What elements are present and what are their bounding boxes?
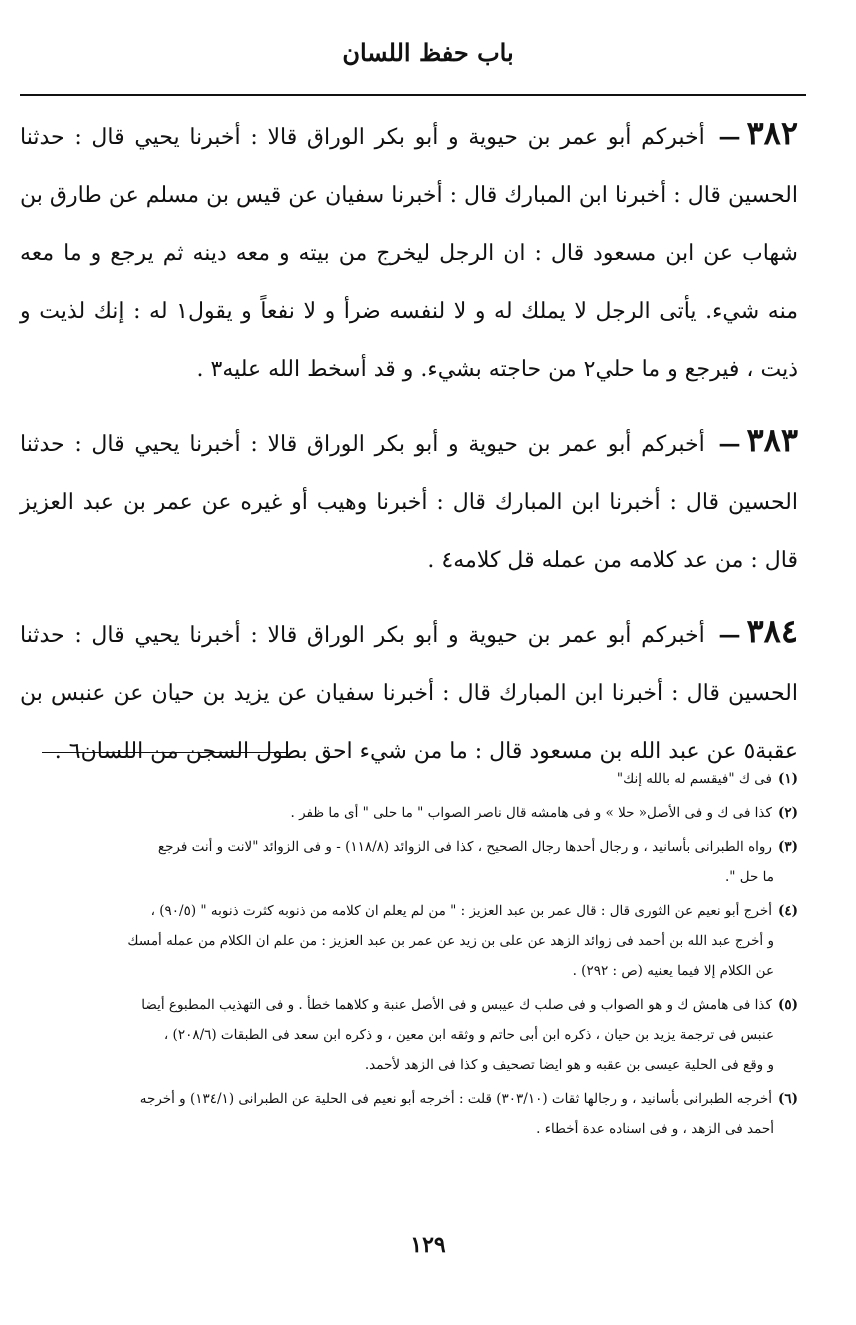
entry-text: أخبركم أبو عمر بن حيوية و أبو بكر الوراق قالا : أخبرنا يحيي قال : حدثنا الحسين قال : أخبرنا ابن المبارك قال : أخبرنا وهيب أو غيره عن عمر بن عبد العزيز قال : من عد كلامه من عمله قل كلامه٤ . — [20, 432, 798, 573]
footnote-line: و أخرج عبد الله بن أحمد فى زوائد الزهد عن على بن زيد عن عمر بن عبد العزيز : من علم ان الكلام من عمله أمسك — [127, 933, 774, 949]
footnote-line: أحمد فى الزهد ، و فى اسناده عدة أخطاء . — [536, 1121, 774, 1137]
entry-text: أخبركم أبو عمر بن حيوية و أبو بكر الوراق قالا : أخبرنا يحيي قال : حدثنا الحسين قال : أخبرنا ابن المبارك قال : أخبرنا سفيان عن قيس بن مسلم عن طارق بن شهاب عن ابن مسعود قال : ان الرجل ليخرج من بيته و معه دينه ثم يرجع و ما معه منه شيء. يأتى الرجل لا يملك له و لا لنفسه ضرأ و لا نفعاً و يقول١ له : إنك لذيت و ذيت ، فيرجع و ما حلي٢ من حاجته بشيء. و قد أسخط الله عليه٣ . — [20, 125, 798, 382]
header-divider — [20, 94, 806, 96]
entry-dash: — — [718, 124, 741, 150]
footnote-mark: (١) — [777, 771, 798, 787]
footnote-text: فى ك "فيقسم له بالله إنك" — [616, 771, 772, 787]
footnotes — [14, 764, 798, 1148]
entry-382 — [20, 104, 798, 399]
footnote-line: و وقع فى الحلية عيسى بن عقبه و هو ايضا تصحيف و كذا فى الزهد لأحمد. — [364, 1057, 774, 1073]
footnote-6 — [14, 1084, 798, 1144]
footnote-mark: (٥) — [777, 997, 798, 1013]
entry-dash: — — [718, 622, 741, 648]
entry-text: أخبركم أبو عمر بن حيوية و أبو بكر الوراق قالا : أخبرنا يحيي قال : حدثنا الحسين قال : أخبرنا ابن المبارك قال : أخبرنا سفيان عن يزيد بن حيان عن عنبس بن عقبة٥ عن عبد الله بن مسعود قال : ما من شيء احق بطول السجن من اللسان٦ . — [20, 623, 798, 764]
footnote-text: كذا فى ك و فى الأصل« حلا » و فى هامشه قال ناصر الصواب " ما حلى " أى ما ظفر . — [290, 805, 772, 821]
footnote-1 — [14, 764, 798, 794]
footnote-line: ما حل ". — [725, 869, 774, 885]
entry-384 — [20, 602, 798, 781]
page-number: ١٢٩ — [410, 1232, 446, 1258]
entry-dash: — — [718, 431, 741, 457]
entry-383 — [20, 411, 798, 590]
footnote-line — [14, 764, 798, 794]
footnote-mark: (٤) — [777, 903, 798, 919]
page-title: باب حفظ اللسان — [342, 38, 514, 67]
footnote-text: رواه الطبرانى بأسانيد ، و رجال أحدها رجال الصحيح ، كذا فى الزوائد (١١٨/٨) - و فى الزوائد "لانت و أنت فرجع — [157, 839, 772, 855]
footnote-2 — [14, 798, 798, 828]
footnote-line — [14, 798, 798, 828]
entry-number: ٣٨٢ — [746, 114, 798, 152]
footnote-text: أخرجه الطبرانى بأسانيد ، و رجالها ثقات (٣٠٣/١٠) قلت : أخرجه أبو نعيم فى الحلية عن الطبرانى (١٣٤/١) و أخرجه — [139, 1091, 772, 1107]
footnote-line — [14, 1084, 798, 1114]
footnote-mark: (٢) — [777, 805, 798, 821]
footnote-line: عن الكلام إلا فيما يعنيه (ص : ٢٩٢) . — [572, 963, 774, 979]
footnote-line — [14, 990, 798, 1020]
entry-number: ٣٨٤ — [746, 612, 798, 650]
footnote-line — [14, 896, 798, 926]
footnote-mark: (٣) — [777, 839, 798, 855]
footnote-text: كذا فى هامش ك و هو الصواب و فى صلب ك عيبس و فى الأصل عنبة و كلاهما خطأ . و فى التهذيب المطبوع أيضا — [141, 997, 772, 1013]
footnote-line — [14, 832, 798, 862]
footnote-4 — [14, 896, 798, 986]
footnote-text: أخرج أبو نعيم عن الثورى قال : قال عمر بن عبد العزيز : " من لم يعلم ان كلامه من ذنوبه كثرت ذنوبه " (٩٠/٥) ، — [150, 903, 772, 919]
footnote-5 — [14, 990, 798, 1080]
entry-number: ٣٨٣ — [746, 421, 798, 459]
footnote-mark: (٦) — [777, 1091, 798, 1107]
footnote-3 — [14, 832, 798, 892]
main-text — [20, 104, 798, 793]
footnote-divider — [42, 752, 288, 753]
footnote-line: عنبس فى ترجمة يزيد بن حيان ، ذكره ابن أبى حاتم و وثقه ابن معين ، و ذكره ابن سعد فى الطبقات (٢٠٨/٦) ، — [163, 1027, 774, 1043]
